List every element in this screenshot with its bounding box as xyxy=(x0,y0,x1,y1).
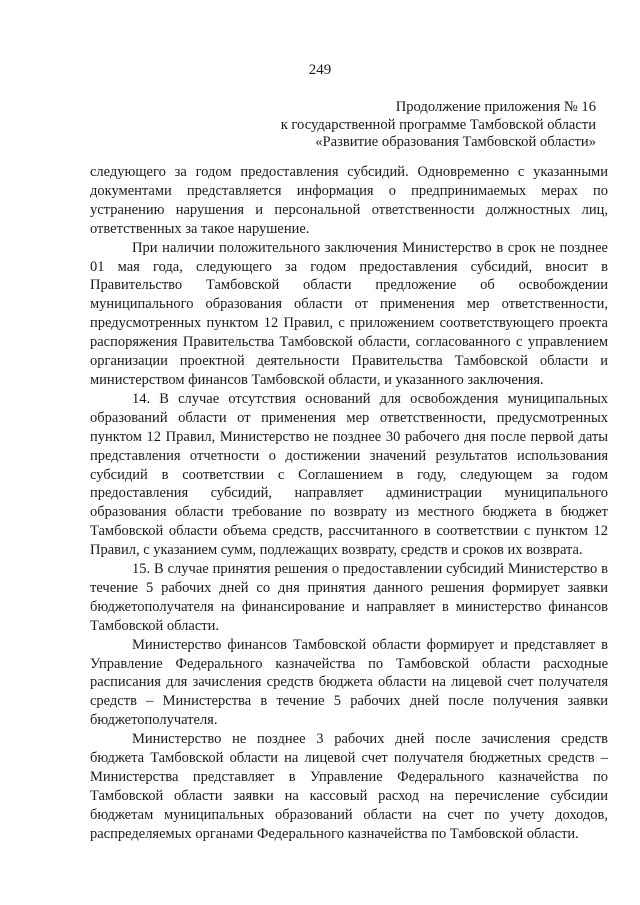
paragraph-positive-conclusion: При наличии положительного заключения Министерство в срок не позднее 01 мая года, следующего за годом предоставления субсидий, вносит в Правительство Тамбовской области предложение об освобождении муниципального образования области от применения мер ответственности, предусмотренных пунктом 12 Правил, с приложением соответствующего проекта распоряжения Правительства Тамбовской области, согласованного с управлением организации проектной деятельности Правительства Тамбовской области и министерством финансов Тамбовской области, и указанного заключения. xyxy=(90,239,608,388)
paragraph-continuation: следующего за годом предоставления субсидий. Одновременно с указанными документами представляется информация о предпринимаемых мерах по устранению нарушения и персональной ответственности должностных лиц, ответственных за такое нарушение. xyxy=(90,164,608,237)
appendix-header xyxy=(281,99,596,152)
paragraph-item-15: 15. В случае принятия решения о предоставлении субсидий Министерство в течение 5 рабочих дней со дня принятия данного решения формирует заявки бюджетополучателя на финансирование и направляет в министерство финансов Тамбовской области. xyxy=(90,561,608,634)
document-body xyxy=(90,163,608,844)
header-line-1: Продолжение приложения № 16 xyxy=(395,99,596,115)
paragraph-cash-expense: Министерство не позднее 3 рабочих дней после зачисления средств бюджета Тамбовской области на лицевой счет получателя бюджетных средств – Министерства представляет в Управление Федерального казначейства по Тамбовской области заявки на кассовый расход на перечисление субсидии бюджетам муниципальных образований области на счет по учету доходов, распределяемых органами Федерального казначейства по Тамбовской области. xyxy=(90,731,608,842)
paragraph-finance-ministry: Министерство финансов Тамбовской области формирует и представляет в Управление Федерального казначейства по Тамбовской области расходные расписания для зачисления средств бюджета области на лицевой счет получателя средств – Министерства в течение 5 рабочих дней после получения заявки бюджетополучателя. xyxy=(90,636,608,729)
header-line-3: «Развитие образования Тамбовской области» xyxy=(315,134,596,150)
page-number: 249 xyxy=(308,62,332,78)
paragraph-item-14: 14. В случае отсутствия оснований для освобождения муниципальных образований области от применения мер ответственности, предусмотренных пунктом 12 Правил, Министерство не позднее 30 рабочего дня после первой даты представления отчетности о достижении значений результатов использования субсидий в соответствии с Соглашением в году, следующем за годом предоставления субсидий, направляет администрации муниципального образования области требование по возврату из местного бюджета в бюджет Тамбовской области объема средств, рассчитанного в соответствии с пунктом 12 Правил, с указанием сумм, подлежащих возврату, средств и сроков их возврата. xyxy=(90,390,608,559)
header-line-2: к государственной программе Тамбовской области xyxy=(280,116,596,133)
